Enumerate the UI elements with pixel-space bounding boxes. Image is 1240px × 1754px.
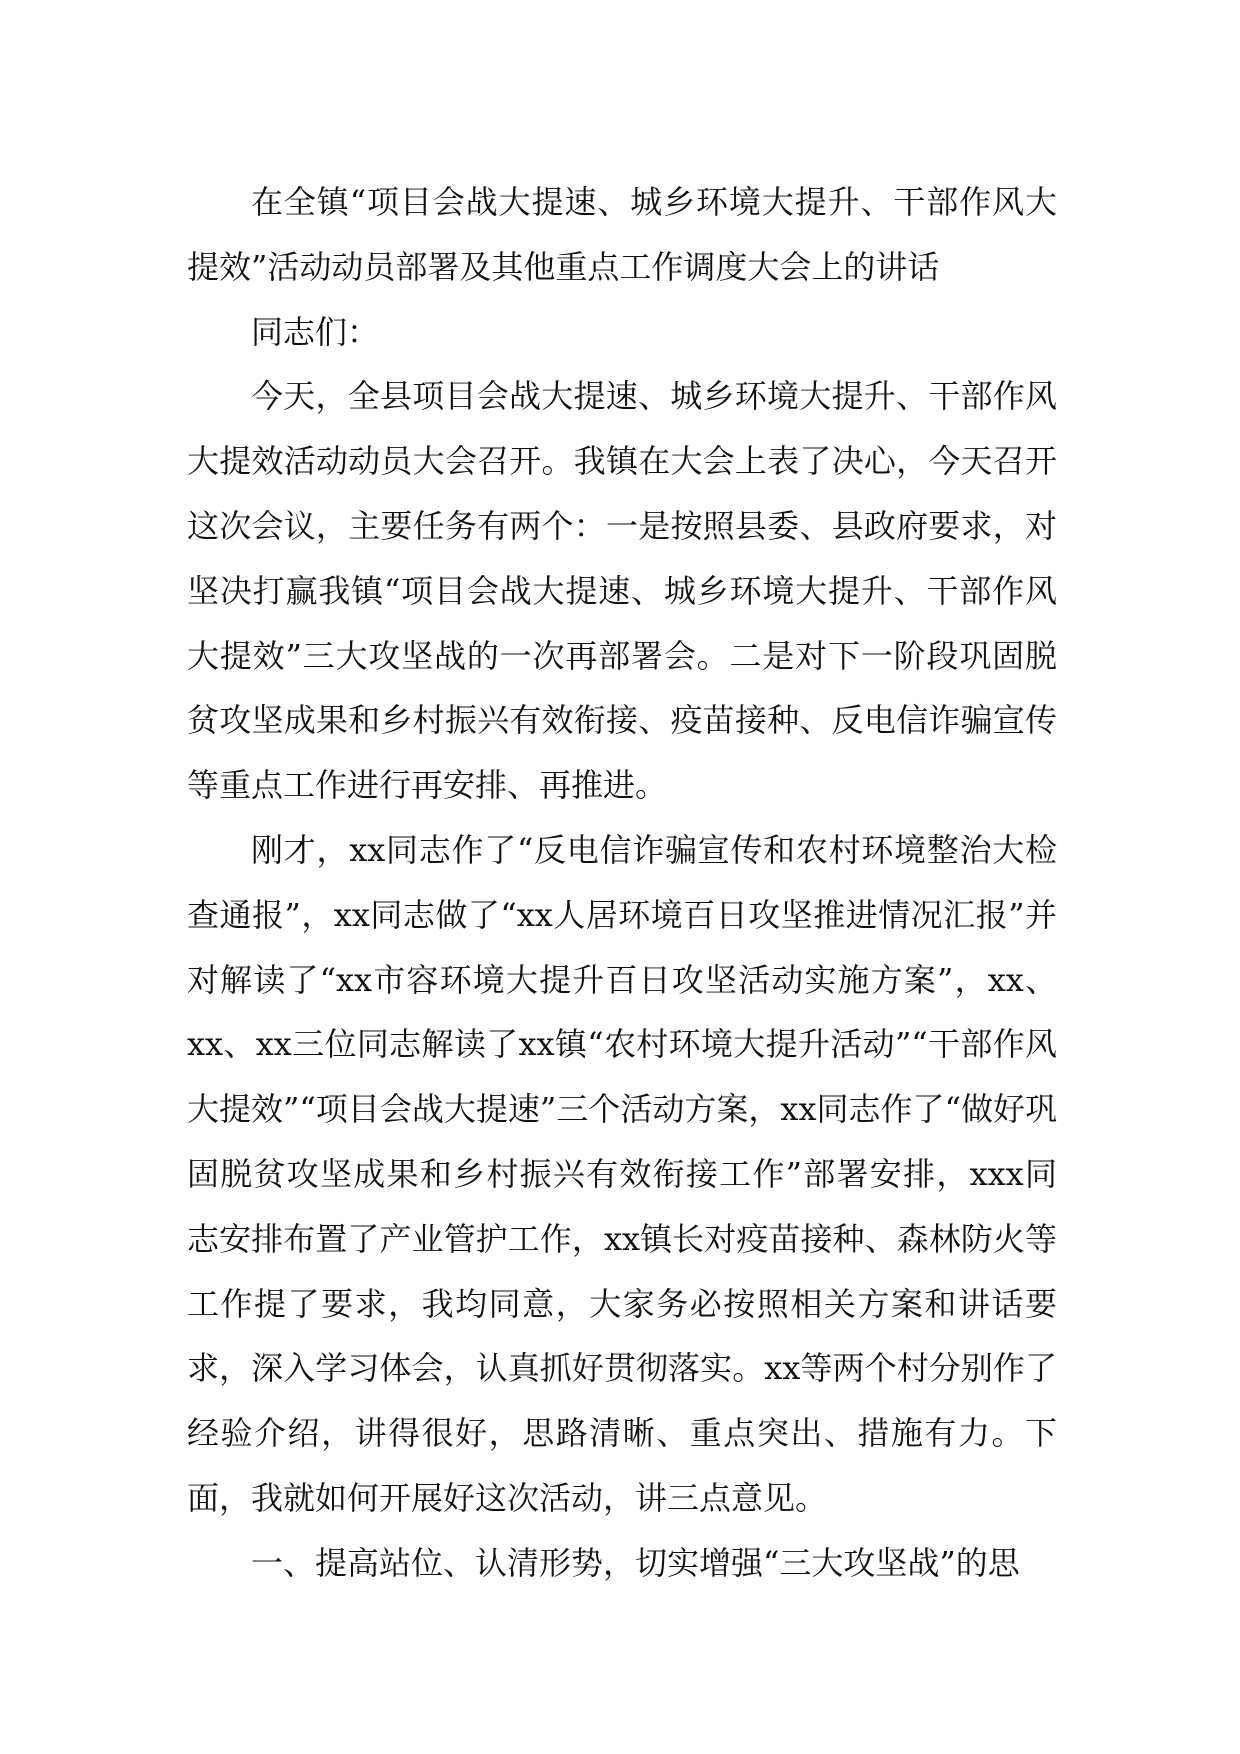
- document-body: [187, 170, 1057, 1596]
- paragraph-review: 刚才，xx同志作了“反电信诈骗宣传和农村环境整治大检查通报”，xx同志做了“xx人居环境百日攻坚推进情况汇报”并对解读了“xx市容环境大提升百日攻坚活动实施方案”，xx、xx、xx三位同志解读了xx镇“农村环境大提升活动”“干部作风大提效”“项目会战大提速”三个活动方案，xx同志作了“做好巩固脱贫攻坚成果和乡村振兴有效衔接工作”部署安排，xxx同志安排布置了产业管护工作，xx镇长对疫苗接种、森林防火等工作提了要求，我均同意，大家务必按照相关方案和讲话要求，深入学习体会，认真抓好贯彻落实。xx等两个村分别作了经验介绍，讲得很好，思路清晰、重点突出、措施有力。下面，我就如何开展好这次活动，讲三点意见。: [187, 830, 1057, 1517]
- salutation: 同志们：: [251, 312, 380, 351]
- document-title: 在全镇“项目会战大提速、城乡环境大提升、干部作风大提效”活动动员部署及其他重点工作调度大会上的讲话: [187, 183, 1057, 286]
- paragraph-opening: 今天，全县项目会战大提速、城乡环境大提升、干部作风大提效活动动员大会召开。我镇在大会上表了决心，今天召开这次会议，主要任务有两个：一是按照县委、县政府要求，对坚决打赢我镇“项目会战大提速、城乡环境大提升、干部作风大提效”三大攻坚战的一次再部署会。二是对下一阶段巩固脱贫攻坚成果和乡村振兴有效衔接、疫苗接种、反电信诈骗宣传等重点工作进行再安排、再推进。: [187, 377, 1057, 805]
- section-heading-one: 一、提高站位、认清形势，切实增强“三大攻坚战”的思: [251, 1543, 1020, 1582]
